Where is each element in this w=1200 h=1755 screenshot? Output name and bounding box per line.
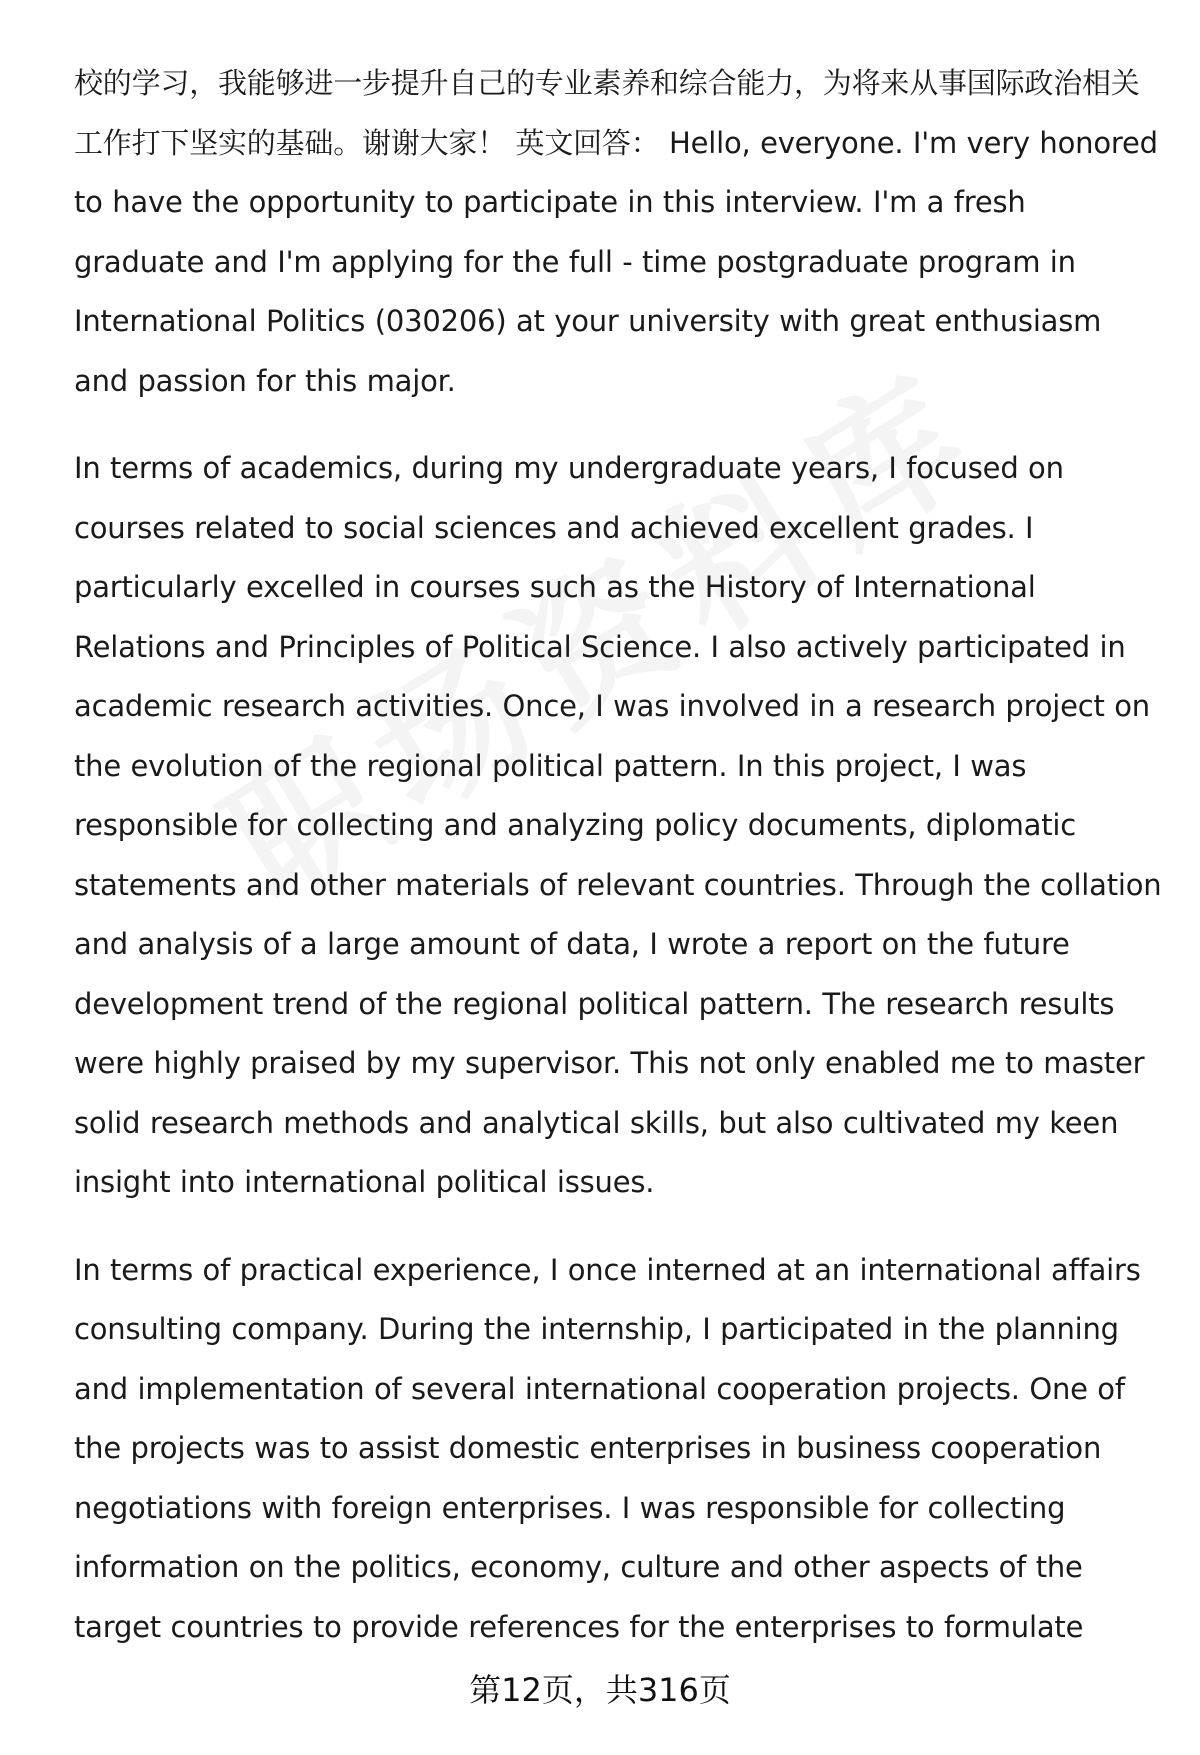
paragraph-intro: 校的学习，我能够进一步提升自己的专业素养和综合能力，为将来从事国际政治相关工作打下坚实的基础。谢谢大家！ 英文回答： Hello, everyone. I'm very honored to have the opportunity to participate in this interview. I'm a fresh graduate and I'm applying for the full - time postgraduate program in International Politics (030206) at your university with great enthusiasm and passion for this major. [74, 66, 1158, 398]
page-number-footer: 第12页，共316页 [469, 1671, 731, 1709]
document-body [74, 54, 1164, 1685]
paragraph-practical-experience: In terms of practical experience, I once interned at an international affairs consulting company. During the internship, I participated in the planning and implementation of several international cooperation projects. One of the projects was to assist domestic enterprises in business cooperation negotiations with foreign enterprises. I was responsible for collecting information on the politics, economy, culture and other aspects of the target countries to provide references for the enterprises to formulate [74, 1252, 1141, 1644]
paragraph-academics: In terms of academics, during my undergraduate years, I focused on courses related to social sciences and achieved excellent grades. I particularly excelled in courses such as the History of International Relations and Principles of Political Science. I also actively participated in academic research activities. Once, I was involved in a research project on the evolution of the regional political pattern. In this project, I was responsible for collecting and analyzing policy documents, diplomatic statements and other materials of relevant countries. Through the collation and analysis of a large amount of data, I wrote a report on the future development trend of the regional political pattern. The research results were highly praised by my supervisor. This not only enabled me to master solid research methods and analytical skills, but also cultivated my keen insight into international political issues. [74, 451, 1162, 1199]
